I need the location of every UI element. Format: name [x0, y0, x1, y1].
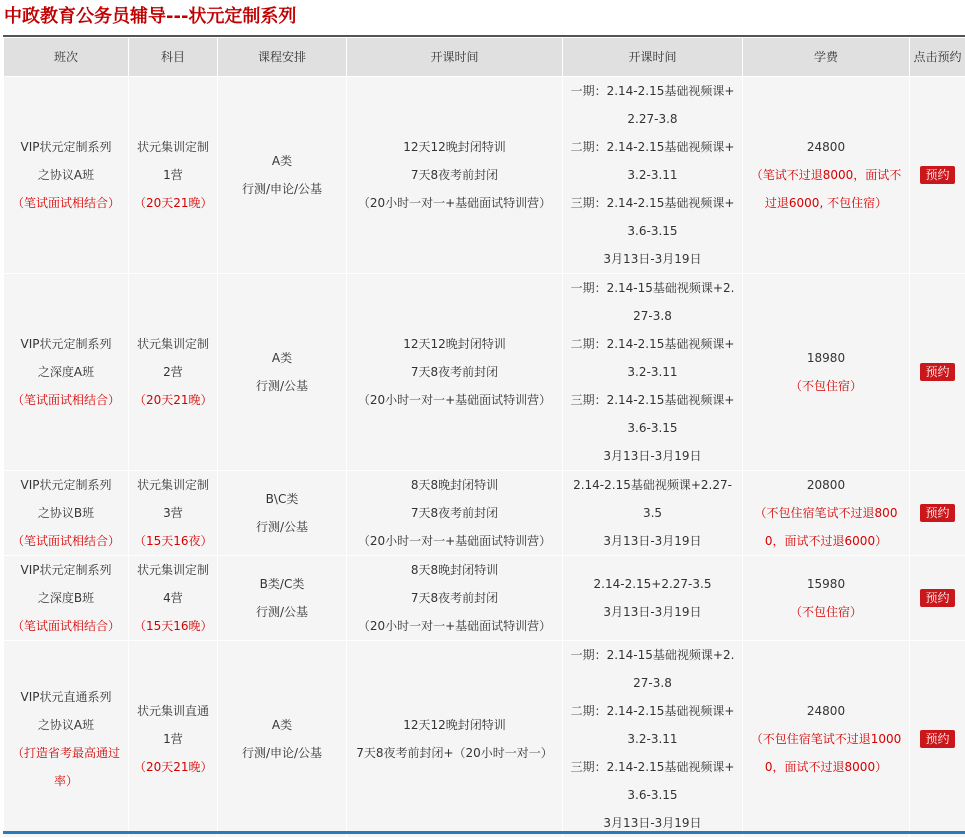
table-header-row — [4, 38, 965, 77]
arrangement-category: A类 — [223, 344, 341, 372]
date-line: 3月13日-3月19日 — [568, 442, 737, 470]
reserve-button[interactable]: 预约 — [920, 504, 954, 522]
schedule-cell — [347, 641, 563, 838]
fee-note: （不包住宿） — [748, 372, 904, 400]
class-name: VIP状元定制系列 — [9, 556, 123, 584]
header-dates: 开课时间 — [563, 38, 743, 77]
arrangement-category: B类/C类 — [223, 570, 341, 598]
schedule-line: 7天8夜考前封闭 — [352, 499, 557, 527]
subject-name: 状元集训定制3营 — [134, 471, 212, 527]
subject-name: 状元集训定制1营 — [134, 133, 212, 189]
date-line: 3月13日-3月19日 — [568, 809, 737, 837]
dates-cell — [563, 471, 743, 556]
class-note: （笔试面试相结合） — [9, 612, 123, 640]
fee-cell — [743, 641, 910, 838]
header-schedule: 开课时间 — [347, 38, 563, 77]
schedule-cell — [347, 556, 563, 641]
subject-duration: （20天21晚） — [134, 386, 212, 414]
arrangement-subjects: 行测/公基 — [223, 372, 341, 400]
fee-note: （笔试不过退8000，面试不过退6000, 不包住宿） — [748, 161, 904, 217]
schedule-line: 12天12晚封闭特训 — [352, 330, 557, 358]
dates-cell — [563, 274, 743, 471]
fee-amount: 24800 — [748, 133, 904, 161]
class-type: 之协议A班 — [9, 711, 123, 739]
arrangement-subjects: 行测/申论/公基 — [223, 175, 341, 203]
date-line: 2.14-2.15+2.27-3.5 — [568, 570, 737, 598]
header-class: 班次 — [4, 38, 129, 77]
arrangement-subjects: 行测/公基 — [223, 513, 341, 541]
schedule-line: 8天8晚封闭特训 — [352, 471, 557, 499]
subject-cell — [129, 274, 218, 471]
fee-cell — [743, 471, 910, 556]
schedule-line: （20小时一对一+基础面试特训营） — [352, 189, 557, 217]
arrangement-cell — [218, 274, 347, 471]
arrangement-cell — [218, 641, 347, 838]
date-line: 三期：2.14-2.15基础视频课+3.6-3.15 — [568, 189, 737, 245]
class-type: 之深度A班 — [9, 358, 123, 386]
subject-name: 状元集训定制4营 — [134, 556, 212, 612]
arrangement-subjects: 行测/申论/公基 — [223, 739, 341, 767]
fee-note: （不包住宿笔试不过退8000，面试不过退6000） — [748, 499, 904, 555]
class-cell — [4, 471, 129, 556]
schedule-line: （20小时一对一+基础面试特训营） — [352, 386, 557, 414]
page-title: 中政教育公务员辅导---状元定制系列 — [0, 0, 965, 33]
table-row — [4, 471, 965, 556]
table-row — [4, 274, 965, 471]
schedule-line: 12天12晚封闭特训 — [352, 711, 557, 739]
schedule-line: 7天8夜考前封闭 — [352, 584, 557, 612]
schedule-cell — [347, 471, 563, 556]
reserve-button[interactable]: 预约 — [920, 730, 954, 748]
fee-amount: 18980 — [748, 344, 904, 372]
subject-name: 状元集训定制2营 — [134, 330, 212, 386]
date-line: 3月13日-3月19日 — [568, 598, 737, 626]
arrangement-cell — [218, 556, 347, 641]
schedule-line: 7天8夜考前封闭 — [352, 161, 557, 189]
table-row — [4, 641, 965, 838]
arrangement-category: A类 — [223, 711, 341, 739]
schedule-line: 8天8晚封闭特训 — [352, 556, 557, 584]
subject-duration: （20天21晚） — [134, 753, 212, 781]
date-line: 一期：2.14-2.15基础视频课+2.27-3.8 — [568, 77, 737, 133]
action-cell — [910, 471, 965, 556]
fee-cell — [743, 77, 910, 274]
class-note: （打造省考最高通过率） — [9, 739, 123, 795]
class-type: 之深度B班 — [9, 584, 123, 612]
action-cell — [910, 556, 965, 641]
class-cell — [4, 556, 129, 641]
schedule-line: （20小时一对一+基础面试特训营） — [352, 612, 557, 640]
arrangement-category: B\C类 — [223, 485, 341, 513]
class-name: VIP状元定制系列 — [9, 330, 123, 358]
subject-name: 状元集训直通1营 — [134, 697, 212, 753]
date-line: 二期：2.14-2.15基础视频课+3.2-3.11 — [568, 697, 737, 753]
class-name: VIP状元定制系列 — [9, 133, 123, 161]
schedule-line: 12天12晚封闭特训 — [352, 133, 557, 161]
fee-cell — [743, 556, 910, 641]
class-name: VIP状元直通系列 — [9, 683, 123, 711]
date-line: 三期：2.14-2.15基础视频课+3.6-3.15 — [568, 753, 737, 809]
header-subject: 科目 — [129, 38, 218, 77]
schedule-line: 7天8夜考前封闭 — [352, 358, 557, 386]
subject-cell — [129, 77, 218, 274]
fee-note: （不包住宿笔试不过退10000，面试不过退8000） — [748, 725, 904, 781]
fee-cell — [743, 274, 910, 471]
reserve-button[interactable]: 预约 — [920, 589, 954, 607]
date-line: 2.14-2.15基础视频课+2.27-3.5 — [568, 471, 737, 527]
subject-cell — [129, 471, 218, 556]
course-table — [3, 37, 965, 838]
subject-duration: （15天16晚） — [134, 612, 212, 640]
date-line: 二期：2.14-2.15基础视频课+3.2-3.11 — [568, 133, 737, 189]
class-note: （笔试面试相结合） — [9, 189, 123, 217]
action-cell — [910, 274, 965, 471]
subject-duration: （15天16夜） — [134, 527, 212, 555]
schedule-cell — [347, 274, 563, 471]
class-cell — [4, 274, 129, 471]
subject-cell — [129, 641, 218, 838]
header-arrangement: 课程安排 — [218, 38, 347, 77]
subject-duration: （20天21晚） — [134, 189, 212, 217]
arrangement-subjects: 行测/公基 — [223, 598, 341, 626]
subject-cell — [129, 556, 218, 641]
schedule-cell — [347, 77, 563, 274]
course-table-wrapper — [3, 35, 965, 838]
dates-cell — [563, 556, 743, 641]
schedule-line: （20小时一对一+基础面试特训营） — [352, 527, 557, 555]
reserve-button[interactable]: 预约 — [920, 363, 954, 381]
class-name: VIP状元定制系列 — [9, 471, 123, 499]
class-note: （笔试面试相结合） — [9, 527, 123, 555]
fee-amount: 24800 — [748, 697, 904, 725]
header-fee: 学费 — [743, 38, 910, 77]
dates-cell — [563, 641, 743, 838]
reserve-button[interactable]: 预约 — [920, 166, 954, 184]
schedule-line: 7天8夜考前封闭+（20小时一对一） — [352, 739, 557, 767]
fee-note: （不包住宿） — [748, 598, 904, 626]
table-row — [4, 556, 965, 641]
class-cell — [4, 641, 129, 838]
date-line: 3月13日-3月19日 — [568, 245, 737, 273]
class-cell — [4, 77, 129, 274]
date-line: 三期：2.14-2.15基础视频课+3.6-3.15 — [568, 386, 737, 442]
action-cell — [910, 77, 965, 274]
date-line: 3月13日-3月19日 — [568, 527, 737, 555]
fee-amount: 20800 — [748, 471, 904, 499]
fee-amount: 15980 — [748, 570, 904, 598]
action-cell — [910, 641, 965, 838]
class-note: （笔试面试相结合） — [9, 386, 123, 414]
class-type: 之协议A班 — [9, 161, 123, 189]
date-line: 一期：2.14-15基础视频课+2.27-3.8 — [568, 274, 737, 330]
dates-cell — [563, 77, 743, 274]
header-action: 点击预约 — [910, 38, 965, 77]
arrangement-cell — [218, 471, 347, 556]
date-line: 二期：2.14-2.15基础视频课+3.2-3.11 — [568, 330, 737, 386]
arrangement-category: A类 — [223, 147, 341, 175]
table-row — [4, 77, 965, 274]
date-line: 一期：2.14-15基础视频课+2.27-3.8 — [568, 641, 737, 697]
arrangement-cell — [218, 77, 347, 274]
class-type: 之协议B班 — [9, 499, 123, 527]
